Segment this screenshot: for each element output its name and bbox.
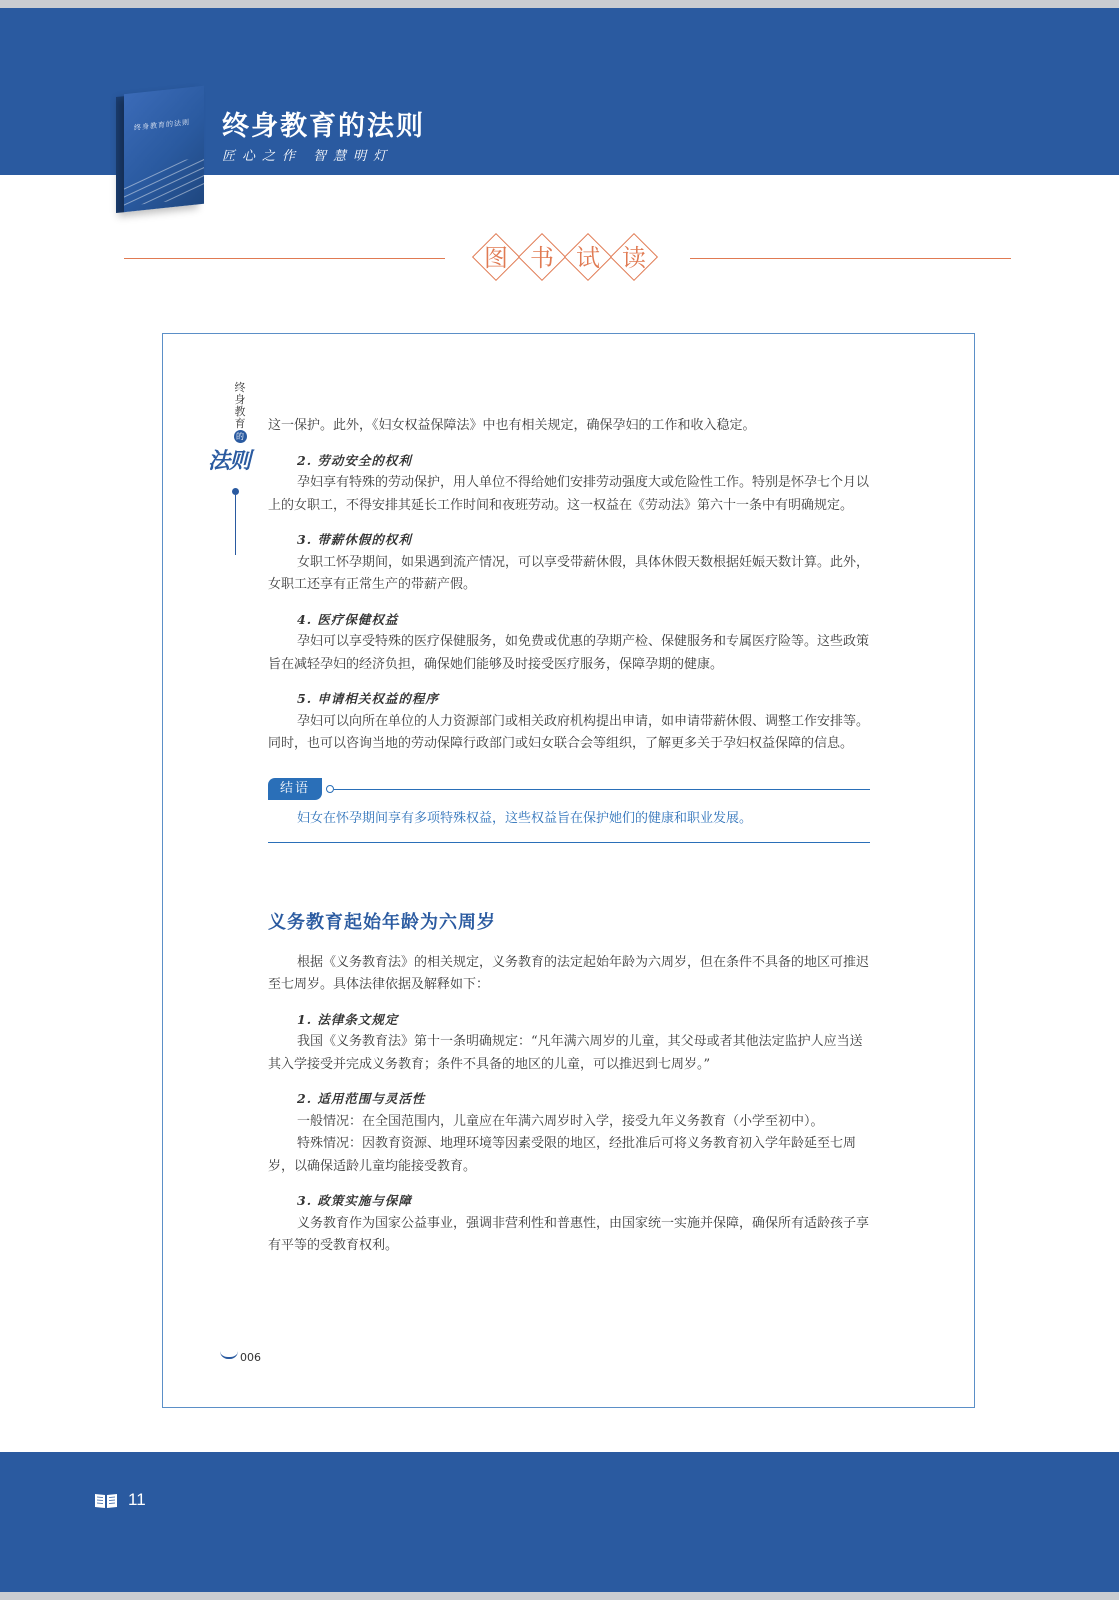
intro-paragraph: 这一保护。此外，《妇女权益保障法》中也有相关规定，确保孕妇的工作和收入稳定。 xyxy=(268,418,756,433)
conclusion-knob xyxy=(326,785,334,793)
banner-char: 试 xyxy=(576,244,600,272)
item-heading: 3. 政策实施与保障 xyxy=(297,1193,412,1208)
conclusion-text: 妇女在怀孕期间享有多项特殊权益，这些权益旨在保护她们的健康和职业发展。 xyxy=(297,810,753,826)
side-label xyxy=(230,382,250,443)
conclusion-tag: 结语 xyxy=(268,778,322,800)
section-intro: 根据《义务教育法》的相关规定，义务教育的法定起始年龄为六周岁，但在条件不具备的地区可推迟至七周岁。具体法律依据及解释如下： xyxy=(268,954,870,992)
item-paragraph: 孕妇可以享受特殊的医疗保健服务，如免费或优惠的孕期产检、保健服务和专属医疗险等。这些政策旨在减轻孕妇的经济负担，确保她们能够及时接受医疗服务，保障孕期的健康。 xyxy=(268,634,870,672)
wave-icon xyxy=(220,1351,238,1359)
item-paragraph: 孕妇享有特殊的劳动保护，用人单位不得给她们安排劳动强度大或危险性工作。特别是怀孕七个月以上的女职工，不得安排其延长工作时间和夜班劳动。这一权益在《劳动法》第六十一条中有明确规定。 xyxy=(268,475,870,513)
banner-rule-right xyxy=(690,258,1011,259)
item-paragraph: 女职工怀孕期间，如果遇到流产情况，可以享受带薪休假，具体休假天数根据妊娠天数计算。此外，女职工还享有正常生产的带薪产假。 xyxy=(268,554,870,592)
section-title: 义务教育起始年龄为六周岁 xyxy=(268,911,496,933)
trial-reading-banner xyxy=(472,236,668,280)
conclusion-box xyxy=(268,778,870,844)
page-number-text: 006 xyxy=(240,1351,261,1364)
footer-band xyxy=(0,1452,1119,1592)
banner-char: 读 xyxy=(622,244,646,272)
item-heading: 2. 劳动安全的权利 xyxy=(297,452,412,468)
banner-char: 书 xyxy=(530,244,554,272)
conclusion-bottom-rule xyxy=(268,842,870,843)
side-label-fa-ze: 法则 xyxy=(208,448,251,474)
article-body xyxy=(268,415,870,1258)
item-paragraph: 特殊情况：因教育资源、地理环境等因素受限的地区，经批准后可将义务教育初入学年龄延至七周岁，以确保适龄儿童均能接受教育。 xyxy=(268,1136,857,1174)
item-paragraph: 我国《义务教育法》第十一条明确规定：“凡年满六周岁的儿童，其父母或者其他法定监护人应当送其入学接受并完成义务教育；条件不具备的地区的儿童，可以推迟到七周岁。” xyxy=(268,1034,863,1072)
bottom-strip xyxy=(0,1592,1119,1600)
item-heading: 5. 申请相关权益的程序 xyxy=(297,691,439,706)
open-book-icon xyxy=(94,1492,118,1509)
item-heading: 1. 法律条文规定 xyxy=(297,1011,399,1027)
side-label-text: 终身教育 xyxy=(234,381,246,430)
top-strip xyxy=(0,0,1119,8)
item-heading: 2. 适用范围与灵活性 xyxy=(297,1091,426,1106)
item-heading: 3. 带薪休假的权利 xyxy=(297,532,412,547)
book-cover-title: 终身教育的法则 xyxy=(134,118,190,133)
banner-rule-left xyxy=(124,258,445,259)
page-number xyxy=(220,1351,261,1364)
item-heading: 4. 医疗保健权益 xyxy=(297,611,399,627)
header-subtitle: 匠心之作 智慧明灯 xyxy=(222,149,394,164)
side-label-de: 的 xyxy=(234,430,247,443)
banner-char: 图 xyxy=(484,244,508,272)
item-paragraph: 义务教育作为国家公益事业，强调非营利性和普惠性，由国家统一实施并保障，确保所有适龄孩子享有平等的受教育权利。 xyxy=(268,1215,870,1253)
side-line xyxy=(235,495,236,555)
side-dot xyxy=(232,488,239,495)
header-title: 终身教育的法则 xyxy=(222,111,425,142)
book-cover-image xyxy=(124,86,204,212)
footer-page-number: 11 xyxy=(128,1490,146,1509)
item-paragraph: 一般情况：在全国范围内，儿童应在年满六周岁时入学，接受九年义务教育（小学至初中）。 xyxy=(297,1113,824,1129)
conclusion-rule xyxy=(334,789,870,790)
item-paragraph: 孕妇可以向所在单位的人力资源部门或相关政府机构提出申请，如申请带薪休假、调整工作安排等。同时，也可以咨询当地的劳动保障行政部门或妇女联合会等组织，了解更多关于孕妇权益保障的信息。 xyxy=(268,713,870,751)
